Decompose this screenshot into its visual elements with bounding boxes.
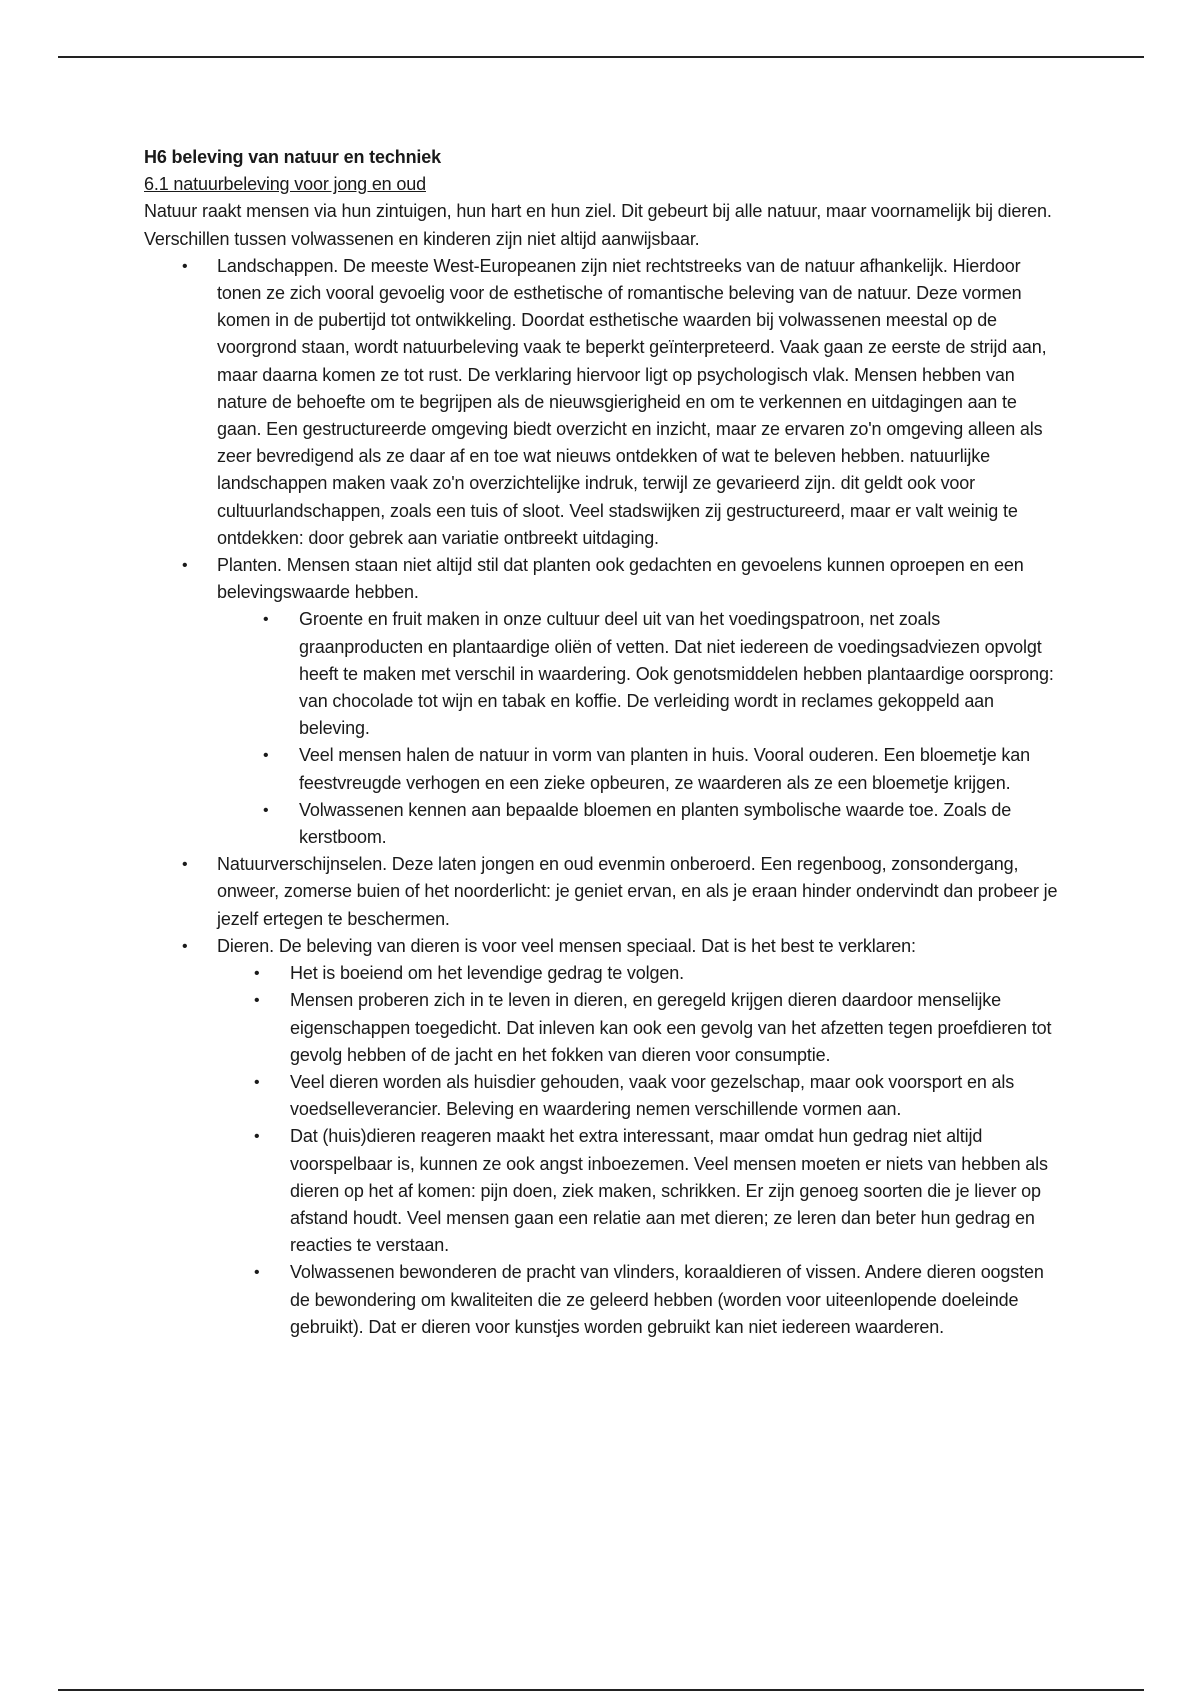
sub-list-item-text: Het is boeiend om het levendige gedrag te volgen. (290, 963, 684, 984)
sub-bullet-list (217, 960, 1064, 1341)
header-rule (58, 56, 1144, 58)
sub-list-item-text: Volwassenen kennen aan bepaalde bloemen en planten symbolische waarde toe. Zoals de kerstboom. (299, 799, 1012, 848)
bullet-icon: • (254, 965, 260, 983)
bullet-icon: • (254, 1128, 260, 1146)
sub-list-item (217, 606, 1064, 742)
sub-list-item (217, 1123, 1064, 1259)
list-item (144, 933, 1064, 1341)
bullet-icon: • (182, 257, 188, 275)
list-item (144, 851, 1064, 933)
chapter-title: H6 beleving van natuur en techniek (144, 147, 441, 167)
list-item-text: Landschappen. De meeste West-Europeanen zijn niet rechtstreeks van de natuur afhankelijk. Hierdoor tonen ze zich vooral gevoelig voor de esthetische of romantische beleving van de natuur. Deze vormen komen in de pubertijd tot ontwikkeling. Doordat esthetische waarden bij volwassenen meestal op de voorgrond staan, wordt natuurbeleving vaak te beperkt geïnterpreteerd. Vaak gaan ze eerste de strijd aan, maar daarna komen ze tot rust. De verklaring hiervoor ligt op psychologisch vlak. Mensen hebben van nature de behoefte om te begrijpen als de nieuwsgierigheid en om te verkennen en uitdagingen aan te gaan. Een gestructureerde omgeving biedt overzicht en inzicht, maar ze ervaren zo'n omgeving alleen als zeer bevredigend als ze daar af en toe wat nieuws ontdekken of wat te beleven hebben. natuurlijke landschappen maken vaak zo'n overzichtelijke indruk, terwijl ze gevarieerd zijn. dit geldt ook voor cultuurlandschappen, zoals een tuis of sloot. Veel stadswijken zij gestructureerd, maar er valt weinig te ontdekken: door gebrek aan variatie ontbreekt uitdaging. (217, 255, 1047, 548)
sub-list-item-text: Mensen proberen zich in te leven in dieren, en geregeld krijgen dieren daardoor menselijke eigenschappen toegedicht. Dat inleven kan ook een gevolg van het afzetten tegen proefdieren tot gevolg hebben of de jacht en het fokken van dieren voor consumptie. (290, 990, 1052, 1065)
main-bullet-list (144, 253, 1064, 1341)
document-body (144, 144, 1064, 1341)
sub-list-item (217, 797, 1064, 851)
bullet-icon: • (182, 856, 188, 874)
list-item-text: Natuurverschijnselen. Deze laten jongen en oud evenmin onberoerd. Een regenboog, zonsondergang, onweer, zomerse buien of het noorderlicht: je geniet ervan, en als je eraan hinder ondervindt dan probeer je jezelf ertegen te beschermen. (217, 854, 1058, 929)
sub-list-item (217, 742, 1064, 796)
bullet-icon: • (254, 992, 260, 1010)
list-item-text: Dieren. De beleving van dieren is voor veel mensen speciaal. Dat is het best te verklaren: (217, 935, 916, 956)
sub-list-item (217, 1259, 1064, 1341)
sub-list-item-text: Volwassenen bewonderen de pracht van vlinders, koraaldieren of vissen. Andere dieren oogsten de bewondering om kwaliteiten die ze geleerd hebben (worden voor uiteenlopende doeleinde gebruikt). Dat er dieren voor kunstjes worden gebruikt kan niet iedereen waarderen. (290, 1262, 1044, 1337)
footer-rule (58, 1689, 1144, 1691)
bullet-icon: • (254, 1264, 260, 1282)
intro-paragraph: Natuur raakt mensen via hun zintuigen, hun hart en hun ziel. Dit gebeurt bij alle natuur, maar voornamelijk bij dieren. Verschillen tussen volwassenen en kinderen zijn niet altijd aanwijsbaar. (144, 201, 1052, 249)
bullet-icon: • (263, 747, 269, 765)
sub-list-item (217, 1069, 1064, 1123)
sub-list-item-text: Dat (huis)dieren reageren maakt het extra interessant, maar omdat hun gedrag niet altijd voorspelbaar is, kunnen ze ook angst inboezemen. Veel mensen moeten er niets van hebben als dieren op het af komen: pijn doen, ziek maken, schrikken. Er zijn genoeg soorten die je liever op afstand houdt. Veel mensen gaan een relatie aan met dieren; ze leren dan beter hun gedrag en reacties te verstaan. (290, 1126, 1048, 1256)
sub-list-item-text: Groente en fruit maken in onze cultuur deel uit van het voedingspatroon, net zoals graanproducten en plantaardige oliën of vetten. Dat niet iedereen de voedingsadviezen opvolgt heeft te maken met verschil in waardering. Ook genotsmiddelen hebben plantaardige oorsprong: van chocolade tot wijn en tabak en koffie. De verleiding wordt in reclames gekoppeld aan beleving. (299, 609, 1054, 739)
list-item (144, 253, 1064, 552)
sub-list-item-text: Veel dieren worden als huisdier gehouden, vaak voor gezelschap, maar ook voorsport en als voedselleverancier. Beleving en waardering nemen verschillende vormen aan. (290, 1071, 1015, 1120)
sub-bullet-list (217, 606, 1064, 851)
bullet-icon: • (182, 557, 188, 575)
list-item (144, 552, 1064, 851)
section-title: 6.1 natuurbeleving voor jong en oud (144, 174, 426, 195)
list-item-text: Planten. Mensen staan niet altijd stil dat planten ook gedachten en gevoelens kunnen oproepen en een belevingswaarde hebben. (217, 555, 1024, 603)
bullet-icon: • (182, 937, 188, 955)
bullet-icon: • (263, 611, 269, 629)
sub-list-item (217, 987, 1064, 1069)
sub-list-item-text: Veel mensen halen de natuur in vorm van planten in huis. Vooral ouderen. Een bloemetje kan feestvreugde verhogen en een zieke opbeuren, ze waarderen als ze een bloemetje krijgen. (299, 745, 1030, 793)
bullet-icon: • (254, 1073, 260, 1091)
bullet-icon: • (263, 801, 269, 819)
sub-list-item (217, 960, 1064, 987)
